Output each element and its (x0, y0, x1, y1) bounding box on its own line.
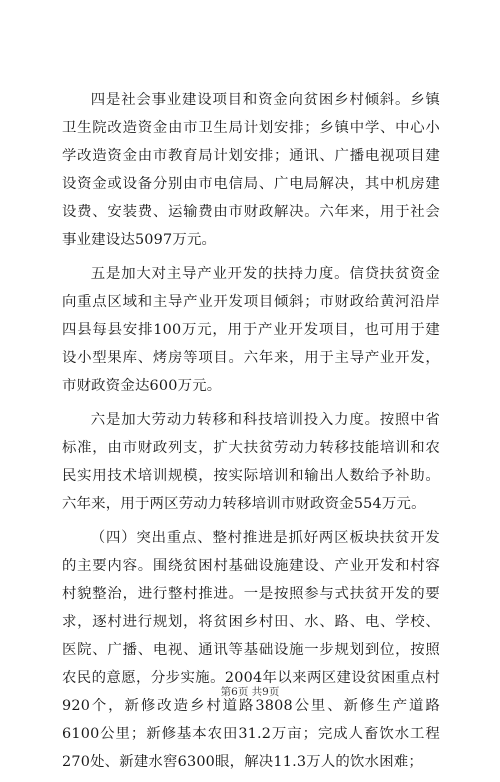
paragraph-labor-training: 六是加大劳动力转移和科技培训投入力度。按照中省标准，由市财政列支，扩大扶贫劳动力转移技能培训和农民实用技术培训规模，按实际培训和输出人数给予补助。六年来，用于两区劳动力转移培训市财政资金554万元。 (62, 412, 440, 512)
page-footer: 第6页 共9页 (220, 686, 280, 698)
paragraph-social-projects: 四是社会事业建设项目和资金向贫困乡村倾斜。乡镇卫生院改造资金由市卫生局计划安排；乡镇中学、中心小学改造资金由市教育局计划安排；通讯、广播电视项目建设资金或设备分别由市电信局、广电局解决，其中机房建设费、安装费、运输费由市财政解决。六年来，用于社会事业建设达5097万元。 (62, 92, 440, 248)
paragraph-village-advancement: （四）突出重点、整村推进是抓好两区板块扶贫开发的主要内容。围绕贫困村基础设施建设、产业开发和村容村貌整治，进行整村推进。一是按照参与式扶贫开发的要求，逐村进行规划，将贫困乡村田、水、路、电、学校、医院、广播、电视、通讯等基础设施一步规划到位，按照农民的意愿，分步实施。2004年以来两区建设贫困重点村920个，新修改造乡村道路3808公里、新修生产道路6100公里；新修基本农田31.2万亩；完成人畜饮水工程270处、新建水窖6300眼，解决11.3万人的饮水困难； (62, 530, 440, 770)
document-body (62, 86, 440, 782)
paragraph-industry-support: 五是加大对主导产业开发的扶持力度。信贷扶贫资金向重点区域和主导产业开发项目倾斜；市财政给黄河沿岸四县每县安排100万元，用于产业开发项目，也可用于建设小型果库、烤房等项目。六年来，用于主导产业开发，市财政资金达600万元。 (62, 266, 440, 394)
